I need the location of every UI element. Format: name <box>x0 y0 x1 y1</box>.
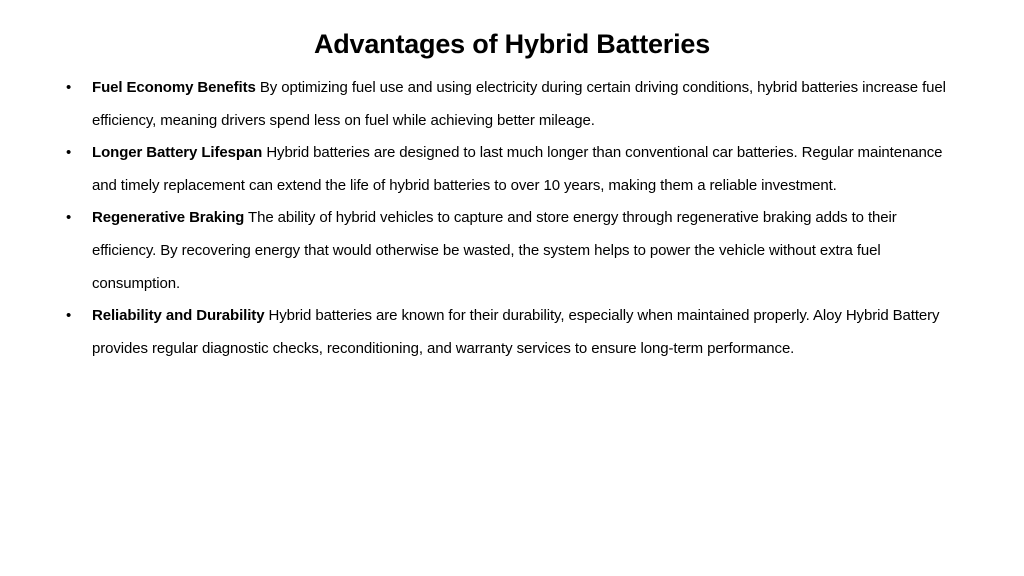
slide-title: Advantages of Hybrid Batteries <box>313 29 711 59</box>
bullet-item-fuel-economy <box>66 72 961 137</box>
bullet-icon: • <box>66 307 72 325</box>
bullet-icon: • <box>66 79 72 96</box>
bullet-item-regenerative-braking <box>66 202 961 300</box>
bullet-text: Hybrid batteries are known for their durability, especially when maintained properly. Aloy Hybrid Battery provides regular diagnostic checks, reconditioning, and warranty services to ensure long-term performance. <box>92 307 940 357</box>
bullet-icon: • <box>66 209 72 227</box>
bullet-heading: Reliability and Durability <box>92 307 265 325</box>
bullet-text: The ability of hybrid vehicles to capture and store energy through regenerative braking adds to their efficiency. By recovering energy that would otherwise be wasted, the system helps to power the vehicle without extra fuel consumption. <box>92 209 897 292</box>
bullet-icon: • <box>66 144 72 162</box>
bullet-heading: Longer Battery Lifespan <box>92 144 263 162</box>
bullet-text: Hybrid batteries are designed to last much longer than conventional car batteries. Regular maintenance and timely replacement can extend the life of hybrid batteries to over 10 years, making them a reliable investment. <box>92 144 943 194</box>
bullet-text: By optimizing fuel use and using electricity during certain driving conditions, hybrid batteries increase fuel efficiency, meaning drivers spend less on fuel while achieving better mileage. <box>92 79 946 129</box>
bullet-item-reliability-durability <box>66 300 961 365</box>
bullet-list <box>66 72 961 365</box>
bullet-heading: Fuel Economy Benefits <box>92 79 256 96</box>
bullet-heading: Regenerative Braking <box>92 209 245 227</box>
bullet-item-battery-lifespan <box>66 137 961 202</box>
